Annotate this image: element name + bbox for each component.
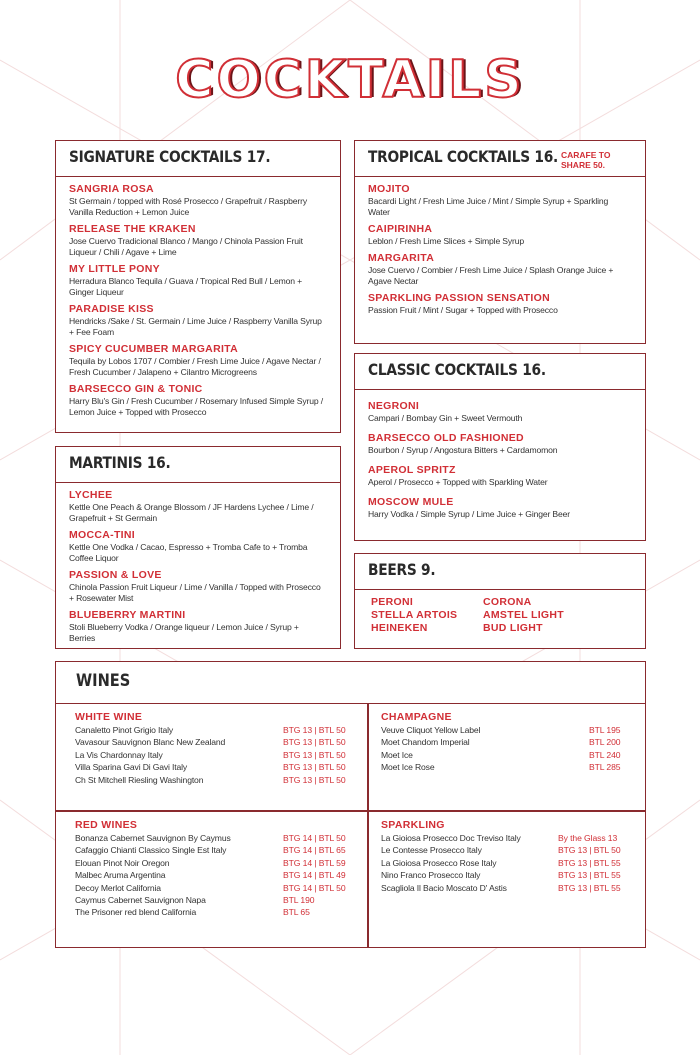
beer-item: CORONA (483, 596, 532, 608)
wine-price: BTG 14 | BTL 50 (283, 882, 346, 893)
item-desc: Hendricks /Sake / St. Germain / Lime Juice / Raspberry Vanilla Syrup + Fee Foam (69, 316, 322, 337)
item-desc: St Germain / topped with Rosé Prosecco / Grapefruit / Raspberry Vanilla Reduction + Lemon Juice (69, 196, 307, 217)
item-name: LYCHEE (69, 489, 113, 501)
red-wines-heading: RED WINES (75, 819, 138, 831)
wine-row (381, 724, 645, 736)
item-desc: Tequila by Lobos 1707 / Combier / Fresh Lime Juice / Agave Nectar / Fresh Cucumber / Jalapeno + Cilantro Microgreens (69, 356, 321, 377)
wine-price: BTG 14 | BTL 65 (283, 845, 346, 856)
menu-item (69, 303, 327, 338)
menu-item (368, 183, 632, 218)
item-name: SPARKLING PASSION SENSATION (368, 292, 550, 304)
signature-header (56, 141, 340, 177)
wine-row (381, 749, 645, 761)
beers-heading: BEERS 9. (368, 560, 436, 579)
wine-row (75, 749, 367, 761)
wine-price: BTG 13 | BTL 50 (283, 749, 346, 760)
wine-name: La Gioiosa Prosecco Rose Italy (381, 857, 497, 868)
tropical-header (355, 141, 645, 177)
wine-name: Moet Ice (381, 749, 413, 760)
sparkling-heading: SPARKLING (381, 819, 445, 831)
wine-row (75, 761, 367, 773)
item-desc: Jose Cuervo Tradicional Blanco / Mango / Chinola Passion Fruit Liqueur / Chili / Agave + Lime (69, 236, 303, 257)
wine-price: BTL 200 (589, 737, 621, 748)
menu-item (69, 383, 327, 418)
item-desc: Harry Vodka / Simple Syrup / Lime Juice + Ginger Beer (368, 509, 570, 519)
item-desc: Kettle One Peach & Orange Blossom / JF Hardens Lychee / Lime / Grapefruit + St Germain (69, 502, 314, 523)
wine-price: BTL 285 (589, 762, 621, 773)
champagne-heading: CHAMPAGNE (381, 711, 452, 723)
wine-name: Ch St Mitchell Riesling Washington (75, 774, 204, 785)
item-desc: Bourbon / Syrup / Angostura Bitters + Cardamomon (368, 445, 558, 455)
wine-row (381, 761, 645, 773)
item-desc: Jose Cuervo / Combier / Fresh Lime Juice / Splash Orange Juice + Agave Nectar (368, 265, 614, 286)
wine-price: BTL 240 (589, 749, 621, 760)
item-name: MOSCOW MULE (368, 496, 454, 508)
signature-cocktails-panel (55, 140, 341, 433)
item-name: BARSECCO OLD FASHIONED (368, 432, 524, 444)
item-name: RELEASE THE KRAKEN (69, 223, 196, 235)
wine-price: BTL 65 (283, 907, 310, 918)
classic-cocktails-panel (354, 353, 646, 541)
item-desc: Aperol / Prosecco + Topped with Sparkling Water (368, 477, 548, 487)
wine-row (75, 857, 367, 869)
item-desc: Campari / Bombay Gin + Sweet Vermouth (368, 413, 523, 423)
wine-row (381, 882, 645, 894)
beer-item: BUD LIGHT (483, 622, 543, 634)
martinis-header (56, 447, 340, 483)
menu-item (368, 400, 632, 424)
wine-price: BTG 13 | BTL 50 (283, 725, 346, 735)
item-name: BARSECCO GIN & TONIC (69, 383, 203, 395)
item-desc: Leblon / Fresh Lime Slices + Simple Syrup (368, 236, 525, 246)
martinis-heading: MARTINIS 16. (69, 453, 171, 472)
page-title: COCKTAILS (175, 50, 525, 110)
beer-item: STELLA ARTOIS (371, 609, 458, 621)
wine-name: Cafaggio Chianti Classico Single Est Italy (75, 845, 227, 856)
signature-heading: SIGNATURE COCKTAILS 17. (69, 147, 271, 166)
wine-price: BTG 13 | BTL 55 (558, 870, 621, 881)
sparkling-section (369, 812, 645, 894)
tropical-cocktails-panel (354, 140, 646, 344)
item-name: BLUEBERRY MARTINI (69, 609, 186, 621)
item-desc: Chinola Passion Fruit Liqueur / Lime / Vanilla / Topped with Prosecco + Rosewater Mist (69, 582, 321, 603)
item-name: NEGRONI (368, 400, 420, 412)
item-name: APEROL SPRITZ (368, 464, 456, 476)
menu-item (368, 464, 632, 488)
wine-name: Nino Franco Prosecco Italy (381, 870, 481, 881)
wine-row (75, 724, 367, 736)
wine-price: By the Glass 13 (558, 833, 618, 843)
beer-item: AMSTEL LIGHT (483, 609, 564, 621)
item-name: SPICY CUCUMBER MARGARITA (69, 343, 238, 355)
wine-name: Canaletto Pinot Grigio Italy (75, 725, 174, 735)
beer-item: HEINEKEN (371, 622, 428, 634)
item-desc: Herradura Blanco Tequila / Guava / Tropical Red Bull / Lemon + Ginger Liqueur (69, 276, 302, 297)
wine-name: The Prisoner red blend California (75, 907, 197, 918)
beer-item: PERONI (371, 596, 414, 608)
menu-item (69, 489, 327, 524)
item-name: PASSION & LOVE (69, 569, 162, 581)
wine-price: BTG 14 | BTL 59 (283, 857, 346, 868)
menu-item (69, 223, 327, 258)
beers-right-column (483, 596, 595, 635)
wine-row (75, 869, 367, 881)
wine-name: Le Contesse Prosecco Italy (381, 845, 482, 856)
menu-item (69, 529, 327, 564)
menu-item (69, 183, 327, 218)
item-name: MY LITTLE PONY (69, 263, 160, 275)
wine-price: BTG 14 | BTL 50 (283, 833, 346, 843)
menu-item (368, 496, 632, 520)
beers-left-column (371, 596, 483, 635)
wine-row (75, 736, 367, 748)
item-name: MARGARITA (368, 252, 435, 264)
wine-price: BTG 13 | BTL 50 (283, 774, 346, 785)
item-desc: Stoli Blueberry Vodka / Orange liqueur / Lemon Juice / Syrup + Berries (69, 622, 299, 643)
wine-row (381, 869, 645, 881)
menu-item (368, 292, 632, 316)
wine-price: BTG 13 | BTL 55 (558, 882, 621, 893)
item-name: CAIPIRINHA (368, 223, 433, 235)
carafe-note: CARAFE TO SHARE 50. (561, 150, 611, 170)
wine-price: BTG 13 | BTL 50 (283, 762, 346, 773)
menu-item (69, 609, 327, 644)
wines-grid (56, 704, 645, 947)
wine-name: Bonanza Cabernet Sauvignon By Caymus (75, 833, 231, 843)
wine-name: Veuve Cliquot Yellow Label (381, 725, 481, 735)
wine-price: BTG 13 | BTL 50 (283, 737, 346, 748)
wine-price: BTG 13 | BTL 50 (558, 845, 621, 856)
wine-row (381, 857, 645, 869)
wine-row (381, 736, 645, 748)
menu-item (69, 343, 327, 378)
wine-row (75, 832, 367, 844)
menu-item (368, 432, 632, 456)
classic-header (355, 354, 645, 390)
wine-name: La Vis Chardonnay Italy (75, 749, 163, 760)
wine-row (381, 832, 645, 844)
wine-name: Vavasour Sauvignon Blanc New Zealand (75, 737, 226, 748)
menu-item (368, 252, 632, 287)
wine-name: Caymus Cabernet Sauvignon Napa (75, 895, 206, 906)
wine-row (75, 906, 367, 918)
item-desc: Harry Blu's Gin / Fresh Cucumber / Rosemary Infused Simple Syrup / Lemon Juice + Topped with Prosecco (69, 396, 323, 417)
wine-name: Moet Chandom Imperial (381, 737, 470, 748)
beers-panel (354, 553, 646, 649)
wines-header (56, 662, 645, 704)
wine-row (75, 882, 367, 894)
wine-row (75, 774, 367, 786)
wine-name: Scagliola Il Bacio Moscato D' Astis (381, 882, 507, 893)
wine-row (75, 844, 367, 856)
tropical-heading: TROPICAL COCKTAILS 16. (368, 147, 559, 166)
wines-heading: WINES (76, 671, 131, 691)
wine-name: Villa Sparina Gavi Di Gavi Italy (75, 762, 188, 773)
red-wines-section (56, 812, 367, 919)
wine-price: BTG 13 | BTL 55 (558, 857, 621, 868)
wine-price: BTL 190 (283, 895, 315, 906)
item-name: MOCCA-TINI (69, 529, 135, 541)
wine-name: La Gioiosa Prosecco Doc Treviso Italy (381, 833, 521, 843)
menu-item (69, 263, 327, 298)
item-name: MOJITO (368, 183, 410, 195)
champagne-section (369, 704, 645, 774)
wine-row (381, 844, 645, 856)
wine-name: Elouan Pinot Noir Oregon (75, 857, 170, 868)
classic-heading: CLASSIC COCKTAILS 16. (368, 360, 546, 379)
item-desc: Bacardi Light / Fresh Lime Juice / Mint / Simple Syrup + Sparkling Water (368, 196, 609, 217)
menu-item (69, 569, 327, 604)
wine-name: Malbec Aruma Argentina (75, 870, 166, 881)
martinis-panel (55, 446, 341, 649)
wine-name: Moet Ice Rose (381, 762, 435, 773)
wine-name: Decoy Merlot California (75, 882, 161, 893)
item-name: SANGRIA ROSA (69, 183, 154, 195)
wine-price: BTG 14 | BTL 49 (283, 870, 346, 881)
item-desc: Kettle One Vodka / Cacao, Espresso + Tromba Cafe to + Tromba Coffee Liquor (69, 542, 308, 563)
item-name: PARADISE KISS (69, 303, 154, 315)
wine-price: BTL 195 (589, 725, 621, 735)
white-wine-section (56, 704, 367, 786)
white-wine-heading: WHITE WINE (75, 711, 143, 723)
wine-row (75, 894, 367, 906)
menu-item (368, 223, 632, 247)
item-desc: Passion Fruit / Mint / Sugar + Topped with Prosecco (368, 305, 558, 315)
wines-panel (55, 661, 646, 948)
beers-header (355, 554, 645, 590)
